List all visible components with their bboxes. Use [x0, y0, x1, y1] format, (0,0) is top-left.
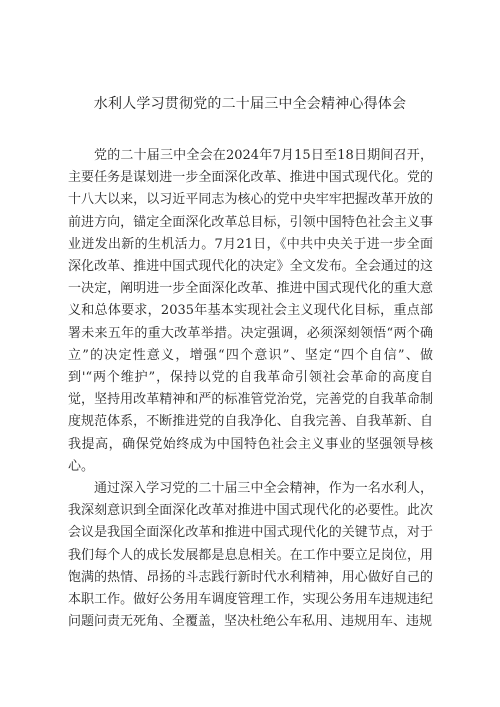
paragraph-1: 党的二十届三中全会在2024年7月15日至18日期间召开，主要任务是谋划进一步全面深化改革、推进中国式现代化。党的十八大以来，以习近平同志为核心的党中央牢牢把握改革开放的前进方向，锚定全面深化改革总目标，引领中国特色社会主义事业迸发出新的生机活力。7月21日，《中共中央关于进一步全面深化改革、推进中国式现代化的决定》全文发布。全会通过的这一决定，阐明进一步全面深化改革、推进中国式现代化的重大意义和总体要求，2035年基本实现社会主义现代化目标，重点部署未来五年的重大改革举措。决定强调，必须深刻领悟“两个确立”的决定性意义，增强“四个意识”、坚定“四个自信”、做到'“两个维护”，保持以党的自我革命引领社会革命的高度自觉，坚持用改革精神和严的标准管党治党，完善党的自我革命制度规范体系，不断推进党的自我净化、自我完善、自我革新、自我提高，确保党始终成为中国特色社会主义事业的坚强领导核心。	[68, 148, 433, 474]
document-title: 水利人学习贯彻党的二十届三中全会精神心得体会	[93, 96, 407, 112]
paragraph-2: 通过深入学习党的二十届三中全会精神，作为一名水利人，我深刻意识到全面深化改革对推进中国式现代化的必要性。此次会议是我国全面深化改革和推进中国式现代化的关键节点，对于我们每个人的成长发展都是息息相关。在工作中要立足岗位，用饱满的热情、昂扬的斗志践行新时代水利精神，用心做好自己的本职工作。做好公务用车调度管理工作，实现公务用车违规违纪问题问责无死角、全覆盖，坚决杜绝公车私用、违规用车、违规	[68, 481, 433, 630]
document-body	[68, 145, 433, 633]
